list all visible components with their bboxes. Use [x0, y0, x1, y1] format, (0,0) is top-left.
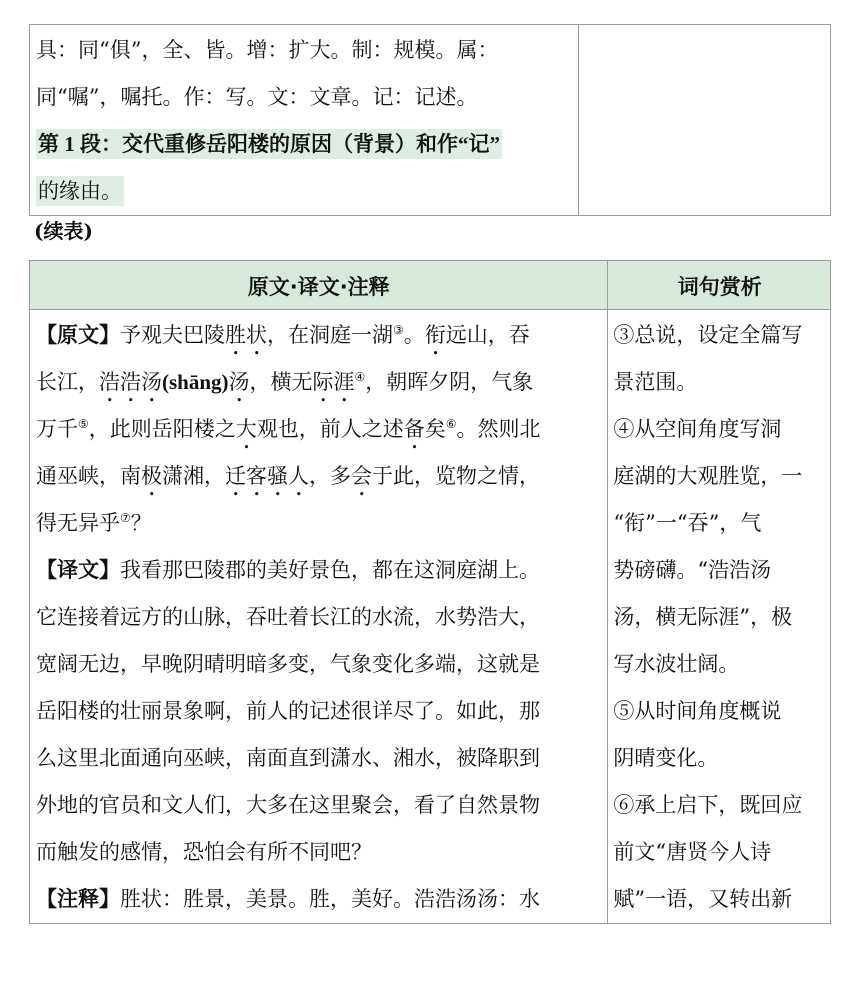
analysis-line: ④从空间角度写洞: [613, 417, 782, 441]
analysis-line: 赋”一语，又转出新: [613, 887, 793, 911]
original-text-cell: [30, 310, 608, 924]
text-run: 予观夫巴陵: [120, 323, 225, 347]
translation-tag: 【译文】: [36, 558, 120, 582]
dotted-keyword: 极: [141, 464, 162, 488]
analysis-line: “衔”一“吞”，气: [613, 511, 762, 535]
analysis-line: ⑤从时间角度概说: [613, 699, 782, 723]
dotted-keyword: 浩浩汤: [99, 370, 162, 394]
analysis-line: 景范围。: [613, 370, 698, 394]
original-line-1: [36, 312, 601, 359]
notes-cell: [30, 25, 579, 216]
note-marker: ⑤: [78, 417, 89, 431]
analysis-line: ⑥承上启下，既回应: [613, 793, 803, 817]
text-run: 得无异乎: [36, 511, 120, 535]
text-run: ？: [130, 511, 152, 535]
table-body-row: [30, 310, 831, 924]
analysis-line: 前文“唐贤今人诗: [613, 840, 772, 864]
translation-line-5: 么这里北面通向巫峡，南面直到潇水、湘水，被降职到: [36, 746, 540, 770]
original-line-3: [36, 406, 601, 453]
analysis-line: 阴晴变化。: [613, 746, 719, 770]
text-run: 我看那巴陵郡的美好景色，都在这洞庭湖上。: [120, 558, 540, 582]
text-run: ，横无: [249, 370, 313, 394]
notes-line-1: 具：同“俱”，全、皆。增：扩大。制：规模。属：: [36, 38, 499, 62]
translation-line-4: 岳阳楼的壮丽景象啊，前人的记述很详尽了。如此，那: [36, 699, 540, 723]
top-continuation-table: [29, 24, 831, 216]
text-run: 矣: [424, 417, 446, 441]
text-run: 观也，前人之述: [256, 417, 404, 441]
text-run: 通巫峡，南: [36, 464, 141, 488]
original-line-5: [36, 500, 601, 547]
continued-table-label: (续表): [34, 219, 93, 243]
translation-line-7: 而触发的感情，恐怕会有所不同吧？: [36, 840, 372, 864]
translation-line-2: 它连接着远方的山脉，吞吐着长江的水流，水势浩大，: [36, 605, 540, 629]
paragraph-summary-highlight-1: 第 1 段：交代重修岳阳楼的原因（背景）和作“记”: [36, 129, 502, 159]
notes-line-2: 同“嘱”，嘱托。作：写。文：文章。记：记述。: [36, 85, 478, 109]
dotted-keyword: 汤: [228, 370, 250, 394]
dotted-keyword: 大: [235, 417, 257, 441]
translation-line-6: 外地的官员和文人们，大多在这里聚会，看了自然景物: [36, 793, 540, 817]
text-run: ，多: [309, 464, 351, 488]
note-marker: ⑦: [120, 511, 131, 525]
text-run: 潇湘，: [162, 464, 225, 488]
analysis-line: 势磅礴。“浩浩汤: [613, 558, 772, 582]
note-marker: ③: [393, 323, 404, 337]
text-run: ，此则岳阳楼之: [88, 417, 236, 441]
translation-line-3: 宽阔无边，早晚阴晴明暗多变，气象变化多端，这就是: [36, 652, 540, 676]
dotted-keyword: 会: [351, 464, 372, 488]
analysis-line: 写水波壮阔。: [613, 652, 740, 676]
translation-line-1: [36, 547, 601, 594]
original-line-4: [36, 453, 601, 500]
notes-tag: 【注释】: [36, 887, 120, 911]
notes-line: [36, 876, 601, 923]
text-run: 胜状：胜景，美景。胜，美好。浩浩汤汤：水: [120, 887, 540, 911]
dotted-keyword: 备: [403, 417, 425, 441]
dotted-keyword: 际涯: [312, 370, 355, 394]
original-tag: 【原文】: [36, 323, 120, 347]
table-header-row: [30, 261, 831, 310]
header-analysis: 词句赏析: [608, 261, 831, 310]
paragraph-summary-line-2: [36, 168, 572, 215]
dotted-keyword: 胜状: [225, 323, 267, 347]
text-run: 远山，吞: [445, 323, 530, 347]
paragraph-summary-highlight-2: 的缘由。: [36, 176, 124, 206]
text-run: 。然则北: [456, 417, 541, 441]
text-run: 于此，览物之情，: [372, 464, 540, 488]
text-run: 万千: [36, 417, 78, 441]
analysis-line: 汤，横无际涯”，极: [613, 605, 793, 629]
text-run: ，朝晖夕阴，气象: [365, 370, 534, 394]
empty-analysis-cell: [578, 25, 830, 216]
pinyin-annotation: (shāng): [162, 370, 229, 394]
original-line-2: [36, 359, 601, 406]
note-marker: ④: [354, 370, 366, 384]
analysis-line: 庭湖的大观胜览，一: [613, 464, 803, 488]
header-original-translation-notes: 原文·译文·注释: [30, 261, 608, 310]
text-run: ，在洞庭一湖: [267, 323, 393, 347]
paragraph-summary-line-1: [36, 121, 572, 168]
analysis-line: ③总说，设定全篇写: [613, 323, 803, 347]
text-run: 长江，: [36, 370, 99, 394]
dotted-keyword: 迁客骚人: [225, 464, 309, 488]
dotted-keyword: 衔: [424, 323, 446, 347]
note-marker: ⑥: [445, 417, 457, 431]
main-text-table: [29, 260, 831, 924]
text-run: 。: [403, 323, 425, 347]
analysis-cell: [608, 310, 831, 924]
